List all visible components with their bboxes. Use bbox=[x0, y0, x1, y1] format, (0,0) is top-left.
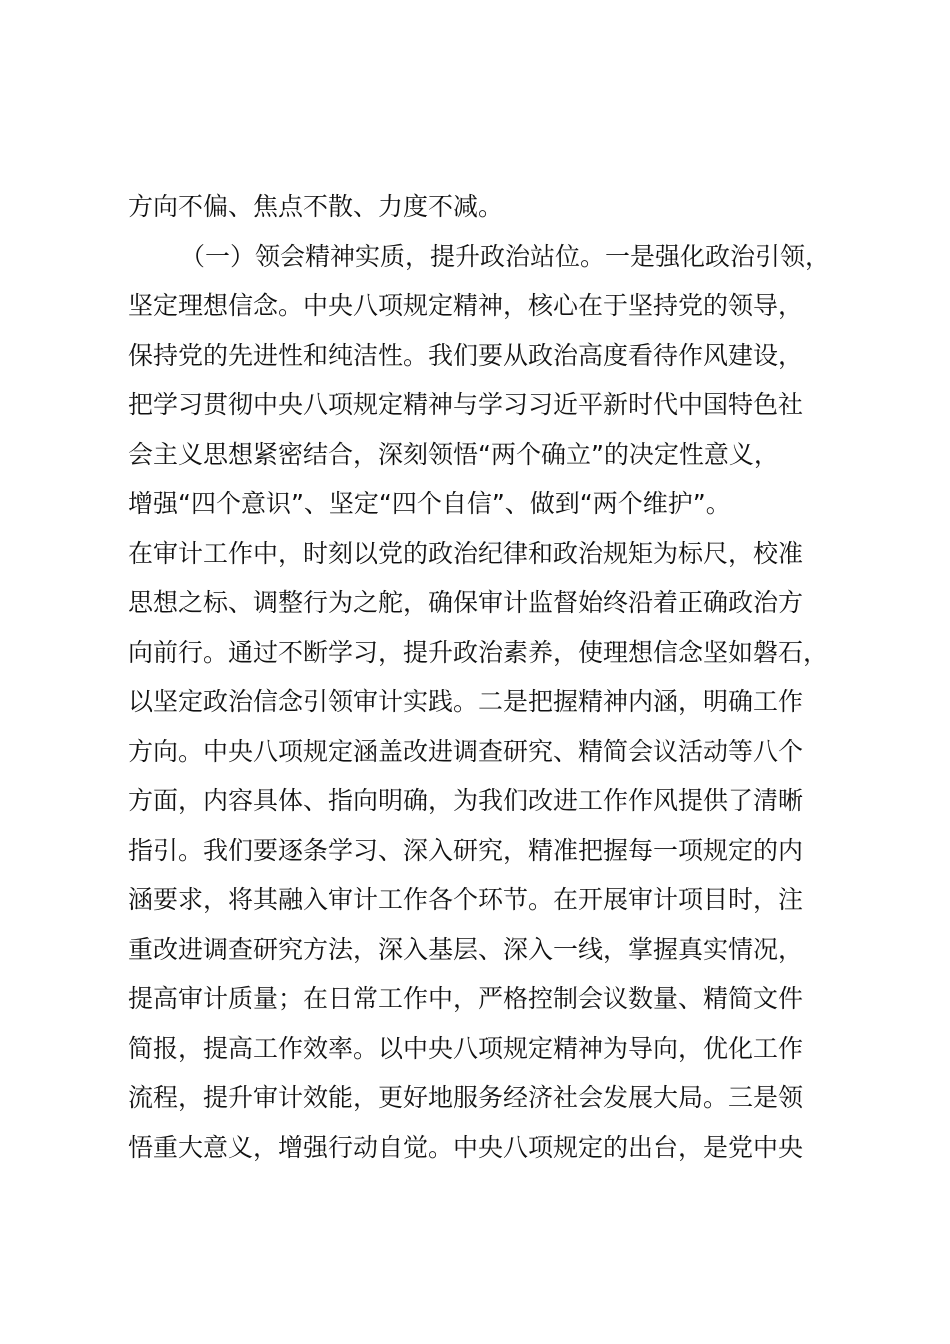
text-line: 会主义思想紧密结合，深刻领悟“两个确立”的决定性意义， bbox=[128, 439, 779, 469]
text-line: 坚定理想信念。中央八项规定精神，核心在于坚持党的领导， bbox=[128, 291, 804, 320]
text-line: 增强“四个意识”、坚定“四个自信”、做到“两个维护”。 bbox=[128, 489, 731, 518]
text-line: 在审计工作中，时刻以党的政治纪律和政治规矩为标尺，校准 bbox=[128, 538, 804, 568]
document-body bbox=[128, 182, 838, 1172]
text-line: 提高审计质量；在日常工作中，严格控制会议数量、精简文件 bbox=[128, 984, 804, 1013]
text-line: 把学习贯彻中央八项规定精神与学习习近平新时代中国特色社 bbox=[128, 390, 804, 419]
text-line: 悟重大意义，增强行动自觉。中央八项规定的出台，是党中央 bbox=[128, 1132, 804, 1162]
text-line: 方向不偏、焦点不散、力度不减。 bbox=[128, 192, 504, 221]
text-line: 涵要求，将其融入审计工作各个环节。在开展审计项目时，注 bbox=[128, 885, 804, 914]
section-heading-line: （一）领会精神实质，提升政治站位。一是强化政治引领， bbox=[180, 241, 831, 271]
text-line: 方向。中央八项规定涵盖改进调查研究、精简会议活动等八个 bbox=[128, 736, 804, 766]
text-line: 简报，提高工作效率。以中央八项规定精神为导向，优化工作 bbox=[128, 1033, 804, 1063]
text-line: 以坚定政治信念引领审计实践。二是把握精神内涵，明确工作 bbox=[128, 687, 804, 716]
text-line: 流程，提升审计效能，更好地服务经济社会发展大局。三是领 bbox=[128, 1083, 804, 1112]
text-line: 指引。我们要逐条学习、深入研究，精准把握每一项规定的内 bbox=[128, 835, 804, 865]
text-line: 思想之标、调整行为之舵，确保审计监督始终沿着正确政治方 bbox=[128, 588, 804, 617]
text-line: 保持党的先进性和纯洁性。我们要从政治高度看待作风建设， bbox=[128, 340, 804, 370]
text-line: 向前行。通过不断学习，提升政治素养，使理想信念坚如磐石， bbox=[128, 637, 829, 667]
text-line: 重改进调查研究方法，深入基层、深入一线，掌握真实情况， bbox=[128, 934, 804, 964]
text-line: 方面，内容具体、指向明确，为我们改进工作作风提供了清晰 bbox=[128, 786, 804, 815]
